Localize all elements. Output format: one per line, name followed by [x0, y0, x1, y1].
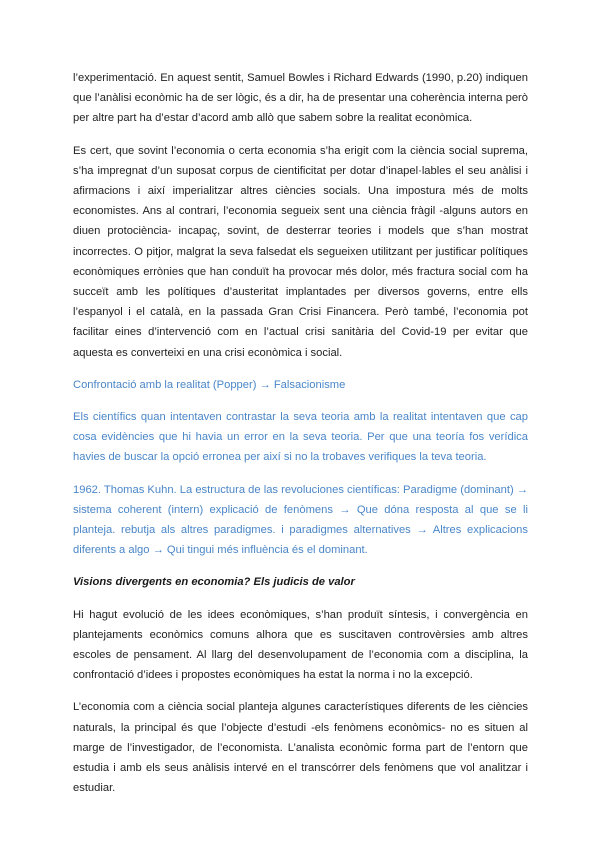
note-kuhn-paradigmes: 1962. Thomas Kuhn. La estructura de las revoluciones científicas: Paradigme (dominant) → sistema coherent (intern) explicació de fenòmens → Que dóna resposta al que se li planteja. rebutja als altres paradigmes. i paradigmes alternatives → Altres explicacions diferents a algo → Qui tingui més influència és el dominant. — [73, 483, 528, 557]
paragraph-ciencies-naturals: L’economia com a ciència social planteja algunes característiques diferents de les ciències naturals, la principal és que l’objecte d’estudi -els fenòmens econòmics- no es situen al marge de l’investigador, de l’economista. L’analista econòmic forma part de l’entorn que estudia i amb els seus anàlisis intervé en el transcórrer dels fenòmens que vol analitzar i estudiar. — [73, 701, 528, 795]
paragraph-economia-ciencia-social: Es cert, que sovint l’economia o certa economia s’ha erigit com la ciència social suprema, s’ha impregnat d’un suposat corpus de cientificitat per dotar d’inapel·lables el seu anàlisi i afirmacions i així imperialitzar altres ciències socials. Una impostura més de molts economistes. Ans al contrari, l’economia segueix sent una ciència fràgil -alguns autors en diuen protociència- incapaç, sovint, de desterrar teories i models que s’han mostrat incorrectes. O pitjor, malgrat la seva falsedat els segueixen utilitzant per justificar polítiques econòmiques errònies que han conduït ha provocar més dolor, més fractura social com ha succeït amb les polítiques d’austeritat implantades per diversos governs, entre ells l’espanyol i el català, en la passada Gran Crisi Financera. Però també, l’economia pot facilitar eines d’intervenció com en l’actual crisi sanitària del Covid-19 per evitar que aquesta es converteixi en una crisi econòmica i social. — [73, 144, 528, 359]
note-cientifics-contrastar: Els científics quan intentaven contrastar la seva teoria amb la realitat intentaven que cap cosa evidències que hi havia un error en la seva teoria. Per que una teoría fos verídica havies de buscar la opció erronea per així si no la trobaves verifiques la teva teoria. — [73, 411, 528, 464]
note-popper-falsacionisme: Confrontació amb la realitat (Popper) → Falsacionisme — [73, 378, 346, 391]
paragraph-bowles-edwards: l’experimentació. En aquest sentit, Samuel Bowles i Richard Edwards (1990, p.20) indiquen que l’anàlisi econòmic ha de ser lògic, és a dir, ha de presentar una coherència interna però per altre part ha d’estar d’acord amb allò que sabem sobre la realitat econòmica. — [73, 72, 528, 125]
document-body — [73, 68, 528, 811]
paragraph-evolucio-idees: Hi hagut evolució de les idees econòmiques, s’han produït síntesis, i convergència en plantejaments econòmics comuns alhora que es suscitaven controvèrsies amb altres escoles de pensament. Al llarg del desenvolupament de l’economia com a disciplina, la confrontació d’idees i propostes econòmiques ha estat la norma i no la excepció. — [73, 608, 528, 682]
section-heading-visions-divergents: Visions divergents en economia? Els judicis de valor — [73, 576, 355, 589]
